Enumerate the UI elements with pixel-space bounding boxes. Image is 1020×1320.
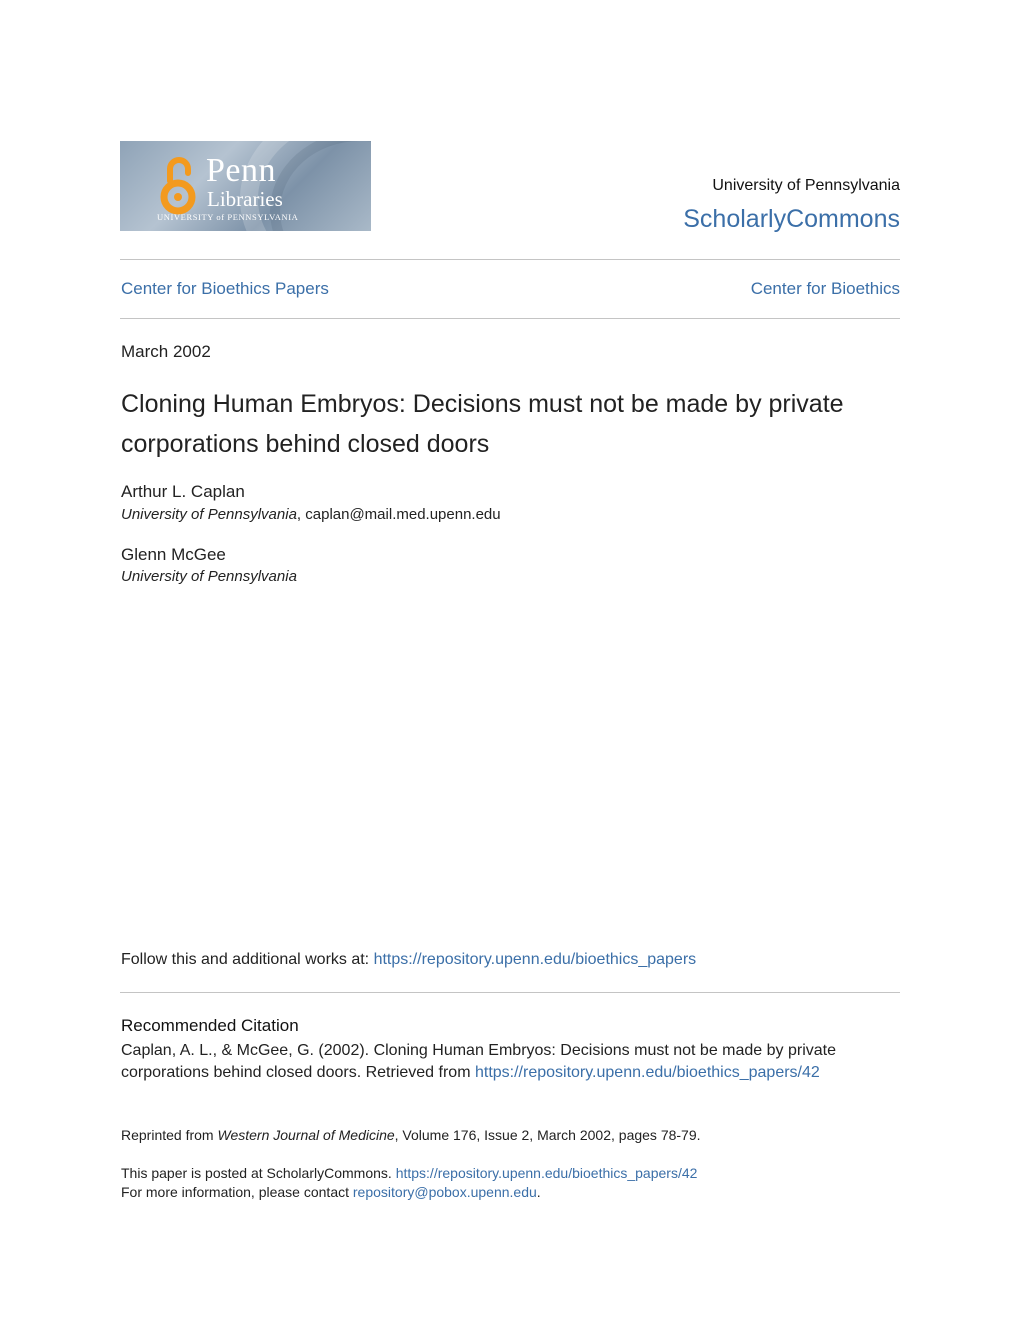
publication-date: March 2002 [121,342,211,361]
divider [120,259,900,260]
follow-line [121,951,696,969]
logo-libraries-text: Libraries [207,187,283,211]
divider [120,318,900,319]
reprint-note [121,1127,701,1143]
contact-period: . [536,1184,541,1200]
author-affiliation [121,568,297,585]
posted-line [121,1164,697,1183]
posted-url-link[interactable]: https://repository.upenn.edu/bioethics_papers/42 [395,1165,698,1181]
contact-email-link[interactable]: repository@pobox.upenn.edu [352,1184,537,1200]
university-name: University of Pennsylvania [712,177,900,194]
center-link[interactable]: Center for Bioethics [750,279,900,298]
posted-note [121,1164,697,1202]
series-link[interactable]: Center for Bioethics Papers [121,279,329,298]
follow-text: Follow this and additional works at: [121,951,374,968]
citation-text [121,1040,881,1084]
open-access-lock-icon [160,155,196,217]
affiliation-text: University of Pennsylvania [121,506,297,523]
reprint-prefix: Reprinted from [121,1127,218,1143]
citation-body: Caplan, A. L., & McGee, G. (2002). Cloning Human Embryos: Decisions must not be made by private corporations behind closed doors. Retrieved from [121,1042,836,1081]
author-name: Glenn McGee [121,545,226,564]
posted-text: This paper is posted at ScholarlyCommons. [121,1165,396,1181]
affiliation-text: University of Pennsylvania [121,568,297,585]
author-email: , caplan@mail.med.upenn.edu [296,506,501,523]
contact-text: For more information, please contact [121,1184,353,1200]
author-affiliation [121,506,501,523]
logo-penn-text: Penn [206,152,276,189]
journal-name: Western Journal of Medicine [217,1127,395,1143]
reprint-suffix: , Volume 176, Issue 2, March 2002, pages 78-79. [394,1127,701,1143]
scholarlycommons-link[interactable]: ScholarlyCommons [683,205,900,233]
citation-heading: Recommended Citation [121,1016,299,1035]
contact-line [121,1183,697,1202]
penn-libraries-logo[interactable] [120,141,371,231]
author-name: Arthur L. Caplan [121,482,245,501]
logo-university-text: UNIVERSITY of PENNSYLVANIA [157,212,299,222]
paper-title: Cloning Human Embryos: Decisions must not be made by private corporations behind closed doors [121,390,844,458]
citation-url-link[interactable]: https://repository.upenn.edu/bioethics_papers/42 [474,1064,820,1081]
collection-url-link[interactable]: https://repository.upenn.edu/bioethics_papers [373,951,697,968]
divider [120,992,900,993]
